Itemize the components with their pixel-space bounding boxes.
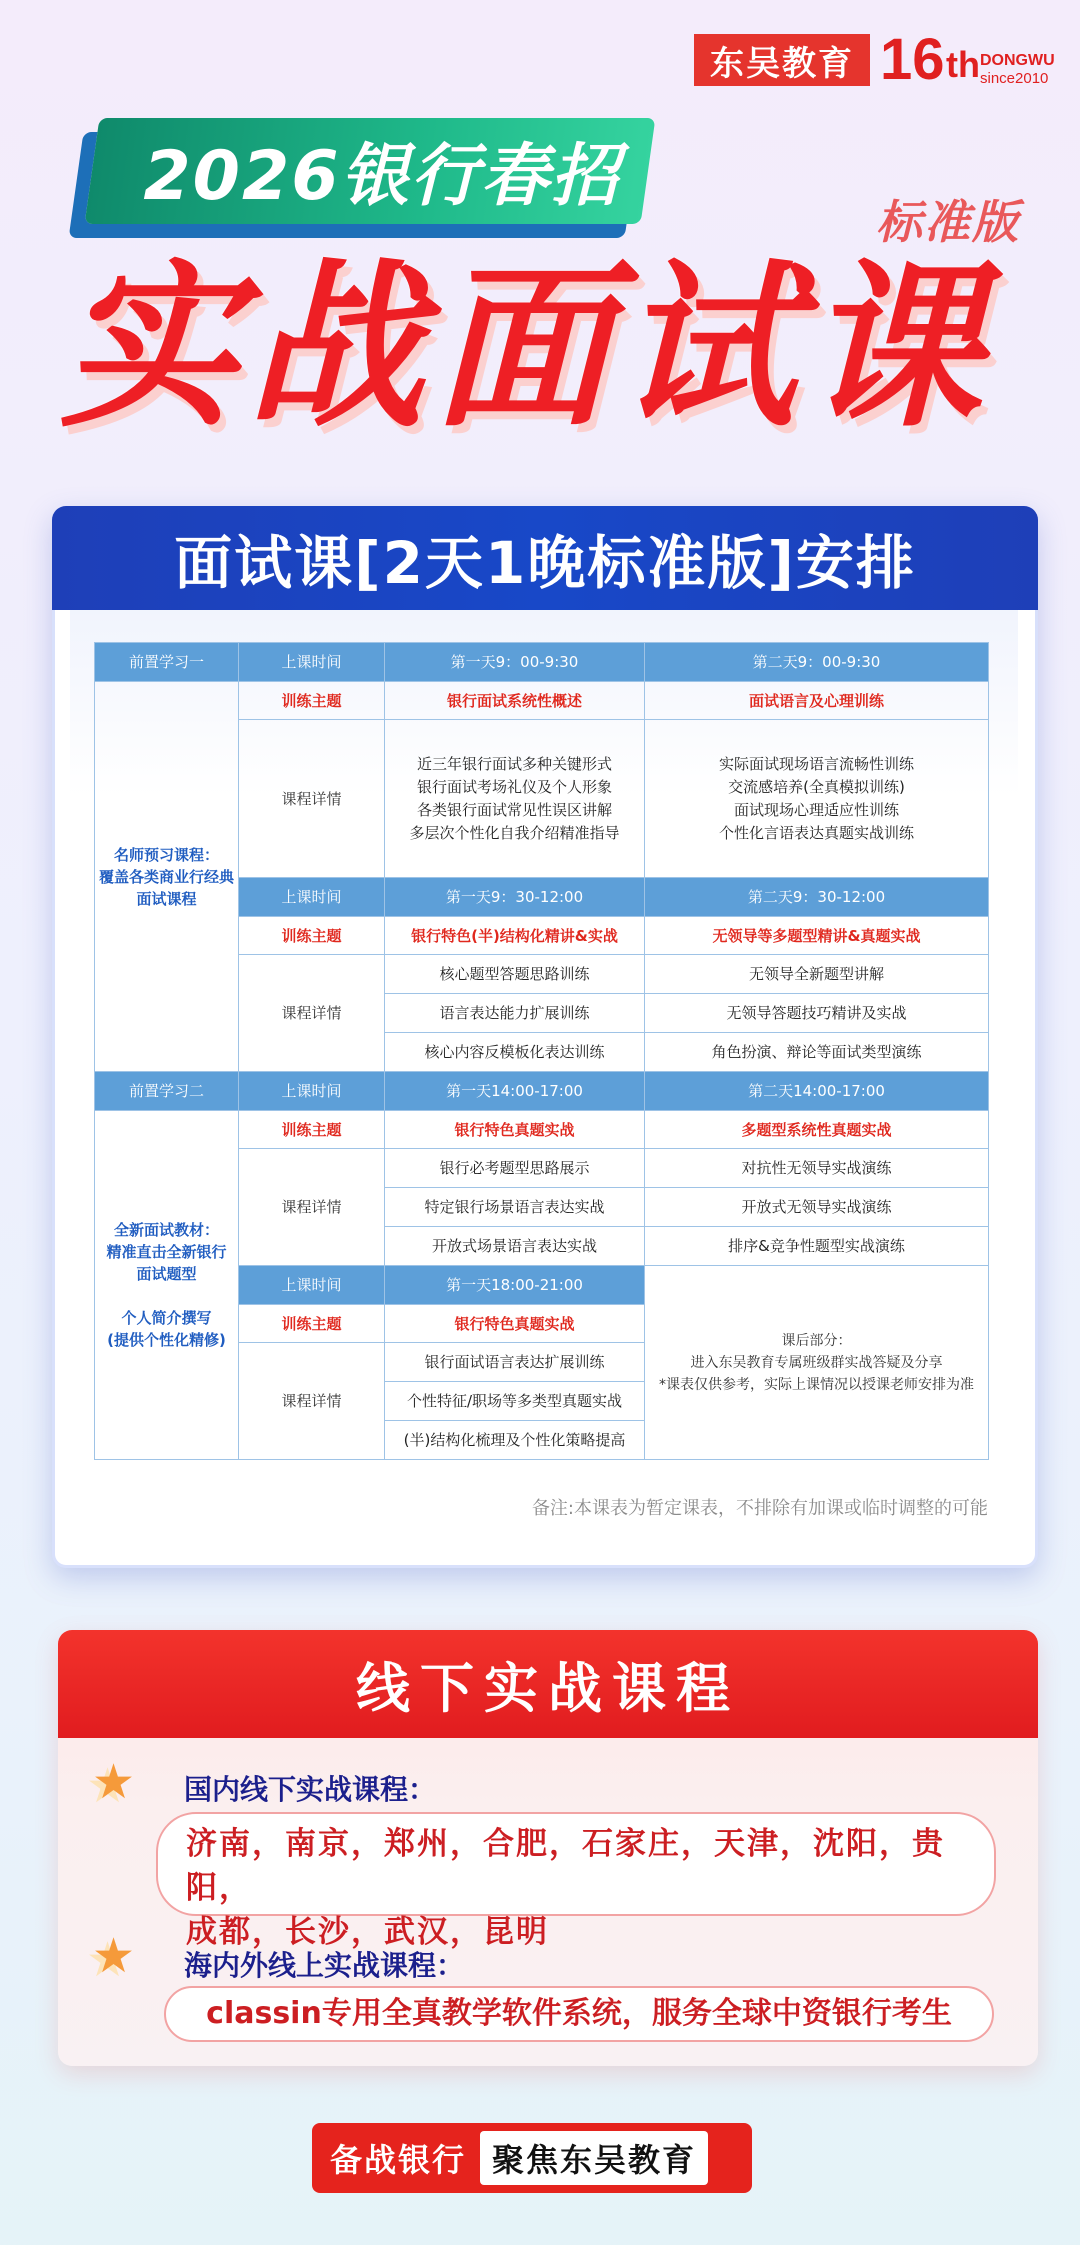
detail-label: 课程详情 <box>239 1149 385 1266</box>
day1-time: 第一天14:00-17:00 <box>385 1072 645 1111</box>
day1-theme: 银行特色真题实战 <box>385 1111 645 1149</box>
schedule-note: 备注:本课表为暂定课表，不排除有加课或临时调整的可能 <box>531 1498 988 1519</box>
day1-time: 第一天9：00-9:30 <box>385 643 645 682</box>
time-label: 上课时间 <box>239 1072 385 1111</box>
detail-cell: 语言表达能力扩展训练 <box>385 994 645 1033</box>
detail-cell: 开放式场景语言表达实战 <box>385 1227 645 1266</box>
day1-time: 第一天9：30-12:00 <box>385 878 645 917</box>
detail-line: 银行面试考场礼仪及个人形象 <box>416 777 612 796</box>
detail-cell: 无领导答题技巧精讲及实战 <box>645 994 989 1033</box>
detail-label: 课程详情 <box>239 720 385 878</box>
pre2-name: 前置学习二 <box>95 1072 239 1111</box>
side-line: 个人简介撰写 <box>121 1309 212 1327</box>
after-line2: *课表仅供参考，实际上课情况以授课老师安排为准 <box>659 1376 974 1393</box>
domestic-line1: 济南，南京，郑州，合肥，石家庄，天津，沈阳，贵阳， <box>186 1826 945 1906</box>
schedule-title: 面试课[2天1晚标准版]安排 <box>52 506 1038 610</box>
after-class-note <box>645 1266 989 1460</box>
detail-line: 实际面试现场语言流畅性训练 <box>718 754 914 773</box>
side-line: 精准直击全新银行 <box>106 1243 227 1261</box>
day2-time: 第二天9：30-12:00 <box>645 878 989 917</box>
side-line: 面试题型 <box>136 1265 197 1283</box>
star-icon: ★ <box>92 1928 136 1984</box>
offline-title: 线下实战课程 <box>58 1630 1038 1738</box>
schedule-table <box>94 642 989 1460</box>
theme-label: 训练主题 <box>239 1305 385 1343</box>
theme-label: 训练主题 <box>239 917 385 955</box>
detail-line: 交流感培养(全真模拟训练) <box>728 777 905 796</box>
after-title: 课后部分： <box>781 1332 852 1349</box>
day1-details <box>385 720 645 878</box>
detail-line: 各类银行面试常见性误区讲解 <box>416 800 612 819</box>
day2-theme: 无领导等多题型精讲&真题实战 <box>645 917 989 955</box>
theme-label: 训练主题 <box>239 682 385 720</box>
detail-cell: 特定银行场景语言表达实战 <box>385 1188 645 1227</box>
brand-logo: 东吴教育 <box>694 34 870 86</box>
brand-since: since2010 <box>980 70 1049 87</box>
detail-cell: 开放式无领导实战演练 <box>645 1188 989 1227</box>
footer-left: 备战银行 <box>330 2141 467 2179</box>
domestic-line2: 成都，长沙，武汉，昆明 <box>186 1914 549 1950</box>
overseas-text: classin专用全真教学软件系统，服务全球中资银行考生 <box>164 1986 994 2042</box>
overseas-label: 海内外线上实战课程： <box>184 1949 465 1982</box>
star-icon: ★ <box>92 1754 136 1810</box>
detail-cell: 核心题型答题思路训练 <box>385 955 645 994</box>
side-line: 覆盖各类商业行经典 <box>99 867 235 886</box>
day1-theme: 银行面试系统性概述 <box>385 682 645 720</box>
detail-cell: 排序&竞争性题型实战演练 <box>645 1227 989 1266</box>
table-row <box>95 1111 989 1149</box>
detail-label: 课程详情 <box>239 1343 385 1460</box>
brand-years: 16 <box>880 27 945 92</box>
day1-theme: 银行特色真题实战 <box>385 1305 645 1343</box>
day2-theme: 多题型系统性真题实战 <box>645 1111 989 1149</box>
main-title: 实战面试课 <box>60 244 990 451</box>
time-label: 上课时间 <box>239 878 385 917</box>
detail-line: 个性化言语表达真题实战训练 <box>718 823 914 842</box>
detail-cell: 银行必考题型思路展示 <box>385 1149 645 1188</box>
day2-details <box>645 720 989 878</box>
table-row <box>95 1072 989 1111</box>
detail-cell: 无领导全新题型讲解 <box>645 955 989 994</box>
brand-years-suffix: th <box>946 44 980 85</box>
footer-banner <box>312 2123 752 2193</box>
brand-en: DONGWU <box>980 52 1055 69</box>
domestic-cities <box>156 1812 996 1950</box>
day1-time: 第一天18:00-21:00 <box>385 1266 645 1305</box>
pre2-side-note <box>95 1111 239 1460</box>
side-line: 全新面试教材： <box>113 1221 219 1239</box>
pre1-side-note <box>95 682 239 1072</box>
edition-label: 标准版 <box>876 195 1020 249</box>
after-line1: 进入东吴教育专属班级群实战答疑及分享 <box>690 1354 943 1371</box>
domestic-label: 国内线下实战课程： <box>184 1773 437 1806</box>
detail-cell: 角色扮演、辩论等面试类型演练 <box>645 1033 989 1072</box>
detail-cell: 核心内容反模板化表达训练 <box>385 1033 645 1072</box>
side-line: (提供个性化精修) <box>107 1331 226 1349</box>
side-line: 名师预习课程： <box>113 845 219 864</box>
time-label: 上课时间 <box>239 1266 385 1305</box>
table-row <box>95 643 989 682</box>
detail-line: 面试现场心理适应性训练 <box>733 800 899 819</box>
day1-theme: 银行特色(半)结构化精讲&实战 <box>385 917 645 955</box>
detail-cell: 银行面试语言表达扩展训练 <box>385 1343 645 1382</box>
detail-line: 近三年银行面试多种关键形式 <box>416 754 612 773</box>
detail-cell: 对抗性无领导实战演练 <box>645 1149 989 1188</box>
hero-banner-text: 2026银行春招 <box>143 136 621 216</box>
theme-label: 训练主题 <box>239 1111 385 1149</box>
detail-line: 多层次个性化自我介绍精准指导 <box>409 823 620 842</box>
detail-cell: (半)结构化梳理及个性化策略提高 <box>385 1421 645 1460</box>
detail-cell: 个性特征/职场等多类型真题实战 <box>385 1382 645 1421</box>
day2-theme: 面试语言及心理训练 <box>645 682 989 720</box>
day2-time: 第二天9：00-9:30 <box>645 643 989 682</box>
side-line: 面试课程 <box>136 889 197 908</box>
table-row <box>95 682 989 720</box>
day2-time: 第二天14:00-17:00 <box>645 1072 989 1111</box>
footer-right: 聚焦东吴教育 <box>480 2131 708 2185</box>
detail-label: 课程详情 <box>239 955 385 1072</box>
pre1-name: 前置学习一 <box>95 643 239 682</box>
time-label: 上课时间 <box>239 643 385 682</box>
